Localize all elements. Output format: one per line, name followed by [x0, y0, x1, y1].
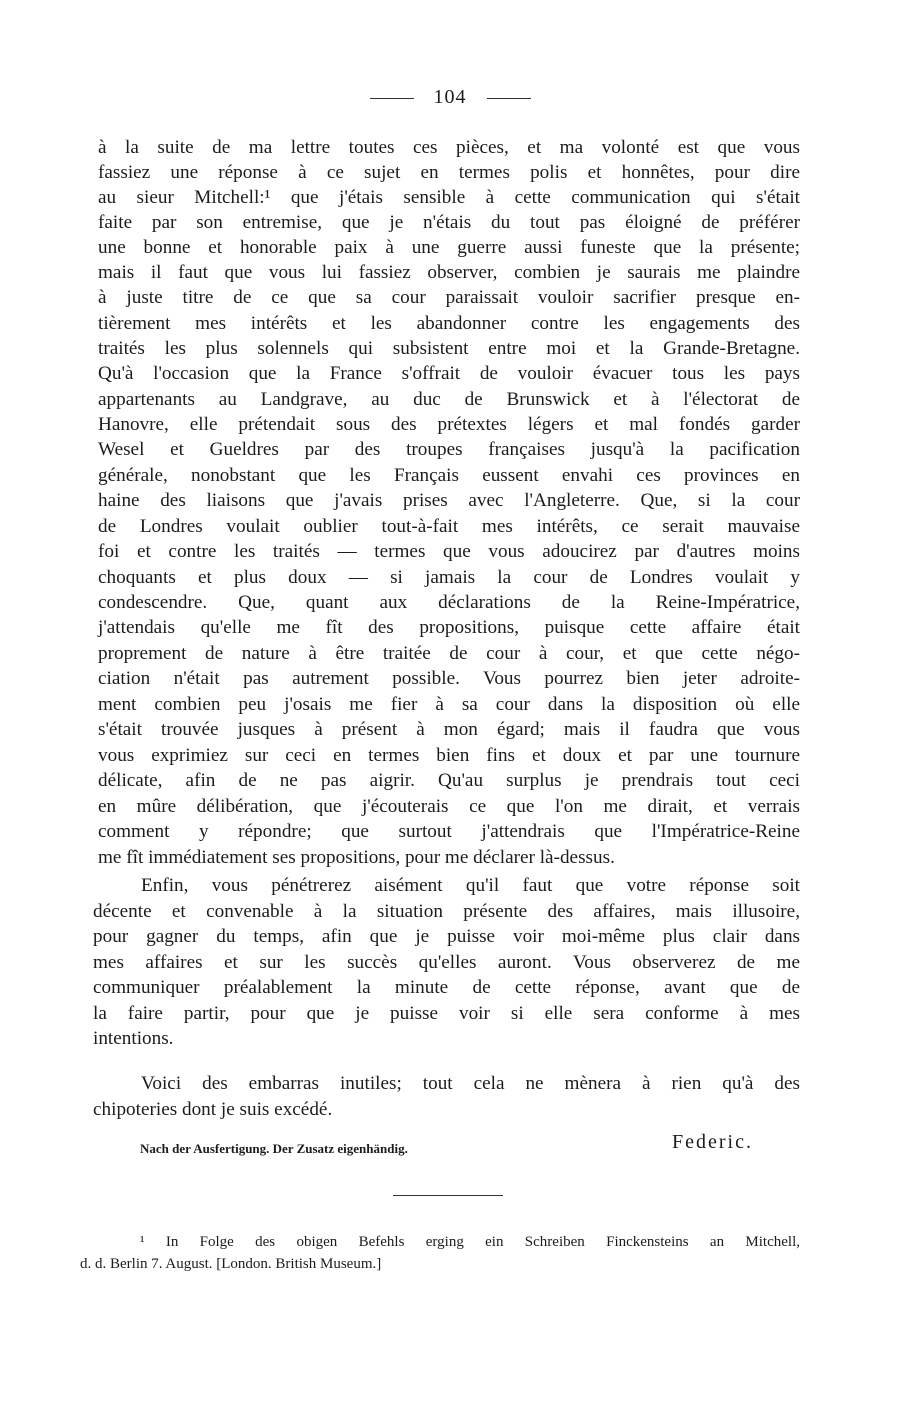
source-note: Nach der Ausfertigung. Der Zusatz eigenhändig.: [140, 1141, 408, 1156]
body-line: Wesel et Gueldres par des troupes françaises jusqu'à la pacification: [98, 439, 800, 460]
body-line: à juste titre de ce que sa cour paraissait vouloir sacrifier presque en-: [98, 287, 800, 308]
body-line: délicate, afin de ne pas aigrir. Qu'au surplus je prendrais tout ceci: [98, 770, 800, 791]
paragraph-line: pour gagner du temps, afin que je puisse voir moi-même plus clair dans: [93, 926, 800, 947]
body-line: générale, nonobstant que les Français eussent envahi ces provinces en: [98, 465, 800, 486]
body-line: mais il faut que vous lui fassiez observer, combien je saurais me plaindre: [98, 262, 800, 283]
body-line: proprement de nature à être traitée de cour à cour, et que cette négo-: [98, 643, 800, 664]
body-line: tièrement mes intérêts et les abandonner contre les engagements des: [98, 313, 800, 334]
body-line: ciation n'était pas autrement possible. Vous pourrez bien jeter adroite-: [98, 668, 800, 689]
header-rule-right: [487, 98, 531, 99]
paragraph-line: communiquer préalablement la minute de cette réponse, avant que de: [93, 977, 800, 998]
body-line: en mûre délibération, que j'écouterais ce que l'on me dirait, et verrais: [98, 796, 800, 817]
body-line: j'attendais qu'elle me fît des propositions, puisque cette affaire était: [98, 617, 800, 638]
body-line: haine des liaisons que j'avais prises avec l'Angleterre. Que, si la cour: [98, 490, 800, 511]
body-line: fassiez une réponse à ce sujet en termes polis et honnêtes, pour dire: [98, 162, 800, 183]
paragraph-line: la faire partir, pour que je puisse voir si elle sera conforme à mes: [93, 1003, 800, 1024]
body-line: ment combien peu j'osais me fier à sa cour dans la disposition où elle: [98, 694, 800, 715]
paragraph-line: mes affaires et sur les succès qu'elles auront. Vous observerez de me: [93, 952, 800, 973]
body-line: foi et contre les traités — termes que vous adoucirez par d'autres moins: [98, 541, 800, 562]
body-line: à la suite de ma lettre toutes ces pièces, et ma volonté est que vous: [98, 137, 800, 158]
body-line: traités les plus solennels qui subsistent entre moi et la Grande-Bretagne.: [98, 338, 800, 359]
body-line: comment y répondre; que surtout j'attendrais que l'Impératrice-Reine: [98, 821, 800, 842]
body-line: choquants et plus doux — si jamais la cour de Londres voulait y: [98, 567, 800, 588]
postscript-line: Voici des embarras inutiles; tout cela ne mènera à rien qu'à des: [141, 1073, 800, 1094]
footnote-line: ¹ In Folge des obigen Befehls erging ein Schreiben Finckensteins an Mitchell,: [140, 1234, 800, 1250]
body-line: s'était trouvée jusques à présent à mon égard; mais il faudra que vous: [98, 719, 800, 740]
paragraph-line: intentions.: [93, 1028, 174, 1049]
page-header: [0, 86, 900, 109]
body-line: Hanovre, elle prétendait sous des prétextes légers et mal fondés garder: [98, 414, 800, 435]
body-line: de Londres voulait oublier tout-à-fait mes intérêts, ce serait mauvaise: [98, 516, 800, 537]
postscript-line: chipoteries dont je suis excédé.: [93, 1099, 333, 1120]
paragraph-line: Enfin, vous pénétrerez aisément qu'il faut que votre réponse soit: [141, 875, 800, 896]
body-line: faite par son entremise, que je n'étais du tout pas éloigné de préférer: [98, 212, 800, 233]
footnote-separator: [393, 1195, 503, 1196]
body-line: Qu'à l'occasion que la France s'offrait de vouloir évacuer tous les pays: [98, 363, 800, 384]
body-line: condescendre. Que, quant aux déclarations de la Reine-Impératrice,: [98, 592, 800, 613]
header-rule-left: [370, 98, 414, 99]
body-line: vous exprimiez sur ceci en termes bien fins et doux et par une tournure: [98, 745, 800, 766]
signature: Federic.: [672, 1131, 753, 1153]
paragraph-line: décente et convenable à la situation présente des affaires, mais illusoire,: [93, 901, 800, 922]
body-line: au sieur Mitchell:¹ que j'étais sensible à cette communication qui s'était: [98, 187, 800, 208]
body-line: me fît immédiatement ses propositions, pour me déclarer là-dessus.: [98, 847, 615, 868]
body-line: une bonne et honorable paix à une guerre aussi funeste que la présente;: [98, 237, 800, 258]
page-number: 104: [433, 86, 467, 108]
body-line: appartenants au Landgrave, au duc de Brunswick et à l'électorat de: [98, 389, 800, 410]
footnote-line: d. d. Berlin 7. August. [London. British Museum.]: [80, 1256, 382, 1272]
